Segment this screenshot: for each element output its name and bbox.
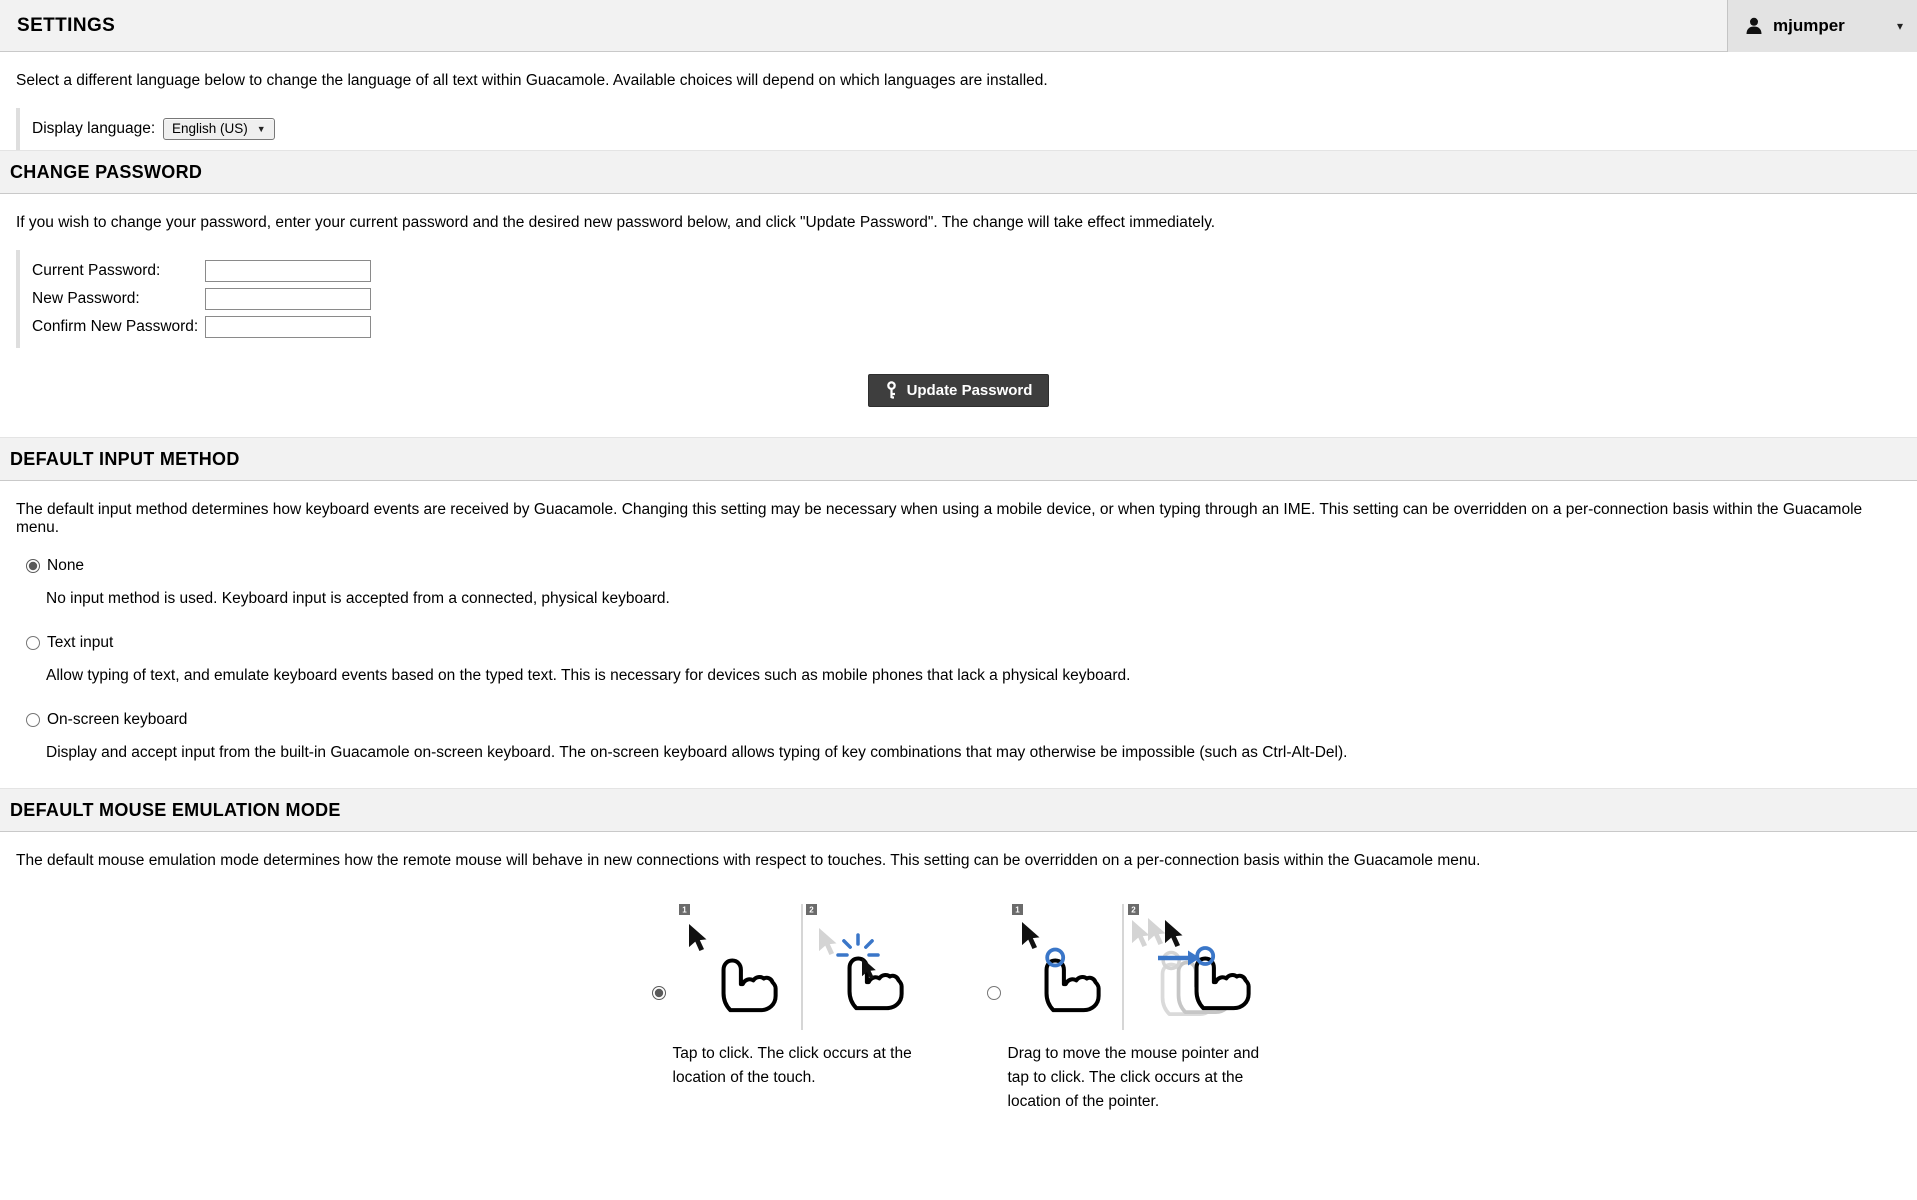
language-field-label: Display language: — [32, 120, 156, 137]
button-row — [0, 374, 1917, 407]
confirm-password-input[interactable] — [205, 316, 371, 338]
radio-input-method-osk[interactable] — [26, 713, 40, 727]
mouse-mode-header — [0, 788, 1917, 832]
app-header — [0, 0, 1917, 52]
update-password-label: Update Password — [906, 382, 1033, 399]
input-method-option-osk — [0, 711, 1917, 762]
mouse-mode-description: The default mouse emulation mode determines how the remote mouse will behave in new connections with respect to touches. This setting can be overridden on a per-connection basis within the Guacamole menu. — [16, 852, 1481, 869]
option-head — [26, 711, 1917, 729]
input-method-option-none — [0, 557, 1917, 608]
language-description: Select a different language below to change the language of all text within Guacamole. Available choices will depend on which languages are installed. — [16, 72, 1048, 89]
user-icon — [1744, 16, 1764, 36]
option-caption: No input method is used. Keyboard input is accepted from a connected, physical keyboard. — [46, 590, 670, 607]
input-method-header — [0, 437, 1917, 481]
new-password-input[interactable] — [205, 288, 371, 310]
frame-2-badge — [806, 904, 817, 915]
language-section — [0, 72, 1917, 150]
svg-text:1: 1 — [1014, 905, 1020, 915]
section-title: DEFAULT MOUSE EMULATION MODE — [10, 799, 341, 820]
password-description: If you wish to change your password, enter your current password and the desired new password below, and click "Update Password". The change will take effect immediately. — [16, 214, 1216, 231]
svg-text:2: 2 — [1130, 905, 1136, 915]
svg-text:2: 2 — [808, 905, 814, 915]
language-field-row — [32, 118, 1917, 140]
frame-1-badge — [1012, 904, 1023, 915]
drag-mode-illustration — [1008, 904, 1258, 1030]
new-password-label: New Password: — [32, 290, 140, 307]
radio-input-method-none[interactable] — [26, 559, 40, 573]
click-burst-icon — [838, 935, 878, 955]
language-form — [16, 108, 1917, 150]
ghost-cursor-icon — [1132, 920, 1149, 947]
cursor-icon — [1165, 920, 1182, 947]
pointing-hand-icon — [1046, 961, 1098, 1011]
option-caption: Allow typing of text, and emulate keyboard events based on the typed text. This is necessary for devices such as mobile phones that lack a physical keyboard. — [46, 667, 1131, 684]
new-password-row — [32, 288, 1917, 310]
frame-2-badge — [1128, 904, 1139, 915]
figure-column — [673, 904, 935, 1114]
password-form — [16, 250, 1917, 348]
drag-mode-caption: Drag to move the mouse pointer and tap to click. The click occurs at the location of the pointer. — [1007, 1045, 1260, 1111]
current-password-input[interactable] — [205, 260, 371, 282]
user-menu-button[interactable] — [1727, 0, 1917, 52]
username: mjumper — [1773, 16, 1845, 35]
figure-column — [1008, 904, 1266, 1114]
frame-1-badge — [679, 904, 690, 915]
option-label: Text input — [47, 634, 114, 651]
change-password-header — [0, 150, 1917, 194]
input-method-section — [0, 501, 1917, 762]
option-head — [26, 634, 1917, 652]
cursor-icon — [689, 924, 706, 951]
key-icon — [885, 381, 898, 400]
ghost-cursor-icon — [1148, 918, 1165, 945]
option-label: On-screen keyboard — [47, 711, 188, 728]
section-title: CHANGE PASSWORD — [10, 161, 203, 182]
mouse-mode-option-drag — [987, 904, 1266, 1114]
update-password-button[interactable] — [868, 374, 1050, 407]
cursor-icon — [1022, 922, 1039, 949]
page-title: SETTINGS — [17, 14, 116, 36]
ghost-cursor-icon — [819, 928, 836, 955]
option-head — [26, 557, 1917, 575]
input-method-description: The default input method determines how keyboard events are received by Guacamole. Changing this setting may be necessary when using a mobile device, or when typing through an IME. This setting can be overridden on a per-connection basis within the Guacamole menu. — [16, 501, 1863, 536]
current-password-row — [32, 260, 1917, 282]
mouse-mode-section — [0, 852, 1917, 1114]
svg-text:1: 1 — [681, 905, 687, 915]
pointing-hand-icon — [1196, 959, 1248, 1009]
mouse-mode-option-tap — [652, 904, 935, 1114]
chevron-down-icon: ▼ — [256, 123, 266, 134]
confirm-password-row — [32, 316, 1917, 338]
pointing-hand-icon — [849, 959, 901, 1009]
section-title: DEFAULT INPUT METHOD — [10, 448, 240, 469]
mouse-mode-options — [0, 904, 1917, 1114]
language-select[interactable] — [163, 118, 275, 140]
pointing-hand-icon — [723, 961, 775, 1011]
option-label: None — [47, 557, 85, 574]
radio-mouse-mode-tap[interactable] — [652, 986, 666, 1000]
tap-mode-caption: Tap to click. The click occurs at the location of the touch. — [672, 1045, 912, 1087]
current-password-label: Current Password: — [32, 262, 161, 279]
radio-input-method-text[interactable] — [26, 636, 40, 650]
option-caption: Display and accept input from the built-in Guacamole on-screen keyboard. The on-screen keyboard allows typing of key combinations that may otherwise be impossible (such as Ctrl-Alt-Del). — [46, 744, 1348, 761]
input-method-option-text — [0, 634, 1917, 685]
language-select-value: English (US) — [172, 121, 248, 136]
tap-mode-illustration — [673, 904, 935, 1030]
change-password-section — [0, 214, 1917, 407]
radio-mouse-mode-drag[interactable] — [987, 986, 1001, 1000]
confirm-password-label: Confirm New Password: — [32, 318, 199, 335]
chevron-down-icon: ▾ — [1896, 19, 1903, 33]
